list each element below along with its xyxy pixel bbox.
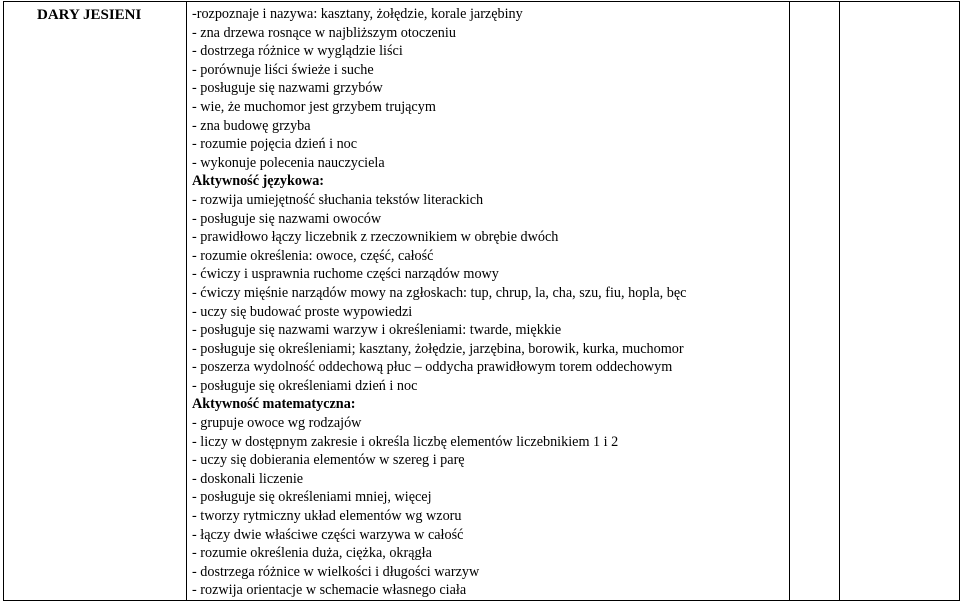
list-item: - zna drzewa rosnące w najbliższym otoczeniu <box>192 24 456 41</box>
list-item: - posługuje się określeniami dzień i noc <box>192 377 418 394</box>
list-item: - prawidłowo łączy liczebnik z rzeczownikiem w obrębie dwóch <box>192 229 559 246</box>
section-heading: Aktywność językowa: <box>192 173 325 190</box>
list-item: - ćwiczy i usprawnia ruchome części narządów mowy <box>192 266 499 283</box>
list-item: - tworzy rytmiczny układ elementów wg wzoru <box>192 508 462 525</box>
list-item: - posługuje się nazwami owoców <box>192 210 382 227</box>
list-item: - poszerza wydolność oddechową płuc – oddycha prawidłowym torem oddechowym <box>192 359 673 376</box>
list-item: - doskonali liczenie <box>192 470 304 487</box>
list-item: - rozumie określenia: owoce, część, całość <box>192 247 434 264</box>
list-item: - wykonuje polecenia nauczyciela <box>192 154 385 171</box>
list-item: - zna budowę grzyba <box>192 117 311 134</box>
topic-cell <box>4 2 187 601</box>
list-item: -rozpoznaje i nazywa: kasztany, żołędzie, korale jarzębiny <box>192 6 523 22</box>
topic-title: DARY JESIENI <box>37 7 142 23</box>
list-item: - łączy dwie właściwe części warzywa w całość <box>192 526 464 543</box>
list-item: - rozumie określenia duża, ciężka, okrągła <box>192 545 432 562</box>
empty-cell-2 <box>840 2 960 601</box>
list-item: - porównuje liści świeże i suche <box>192 61 374 78</box>
content-cell <box>187 2 790 601</box>
list-item: - uczy się budować proste wypowiedzi <box>192 303 413 320</box>
content-lines <box>187 2 789 600</box>
list-item: - posługuje się określeniami mniej, więcej <box>192 489 432 506</box>
list-item: - ćwiczy mięśnie narządów mowy na zgłoskach: tup, chrup, la, cha, szu, fiu, hopla, bęc <box>192 284 687 301</box>
list-item: - posługuje się nazwami warzyw i określeniami: twarde, miękkie <box>192 322 562 339</box>
list-item: - grupuje owoce wg rodzajów <box>192 415 362 432</box>
list-item: - uczy się dobierania elementów w szereg i parę <box>192 452 465 469</box>
list-item: - dostrzega różnice w wyglądzie liści <box>192 43 403 60</box>
list-item: - wie, że muchomor jest grzybem trującym <box>192 98 436 115</box>
list-item: - rozumie pojęcia dzień i noc <box>192 136 358 153</box>
section-heading: Aktywność matematyczna: <box>192 396 356 413</box>
list-item: - rozwija orientacje w schemacie własnego ciała <box>192 582 467 599</box>
list-item: - dostrzega różnice w wielkości i długości warzyw <box>192 563 480 580</box>
list-item: - liczy w dostępnym zakresie i określa liczbę elementów liczebnikiem 1 i 2 <box>192 433 619 450</box>
empty-cell-1 <box>790 2 840 601</box>
list-item: - posługuje się określeniami; kasztany, żołędzie, jarzębina, borowik, kurka, muchomor <box>192 340 684 357</box>
list-item: - posługuje się nazwami grzybów <box>192 80 383 97</box>
table-row <box>4 2 960 601</box>
curriculum-table <box>3 1 960 601</box>
list-item: - rozwija umiejętność słuchania tekstów literackich <box>192 191 484 208</box>
